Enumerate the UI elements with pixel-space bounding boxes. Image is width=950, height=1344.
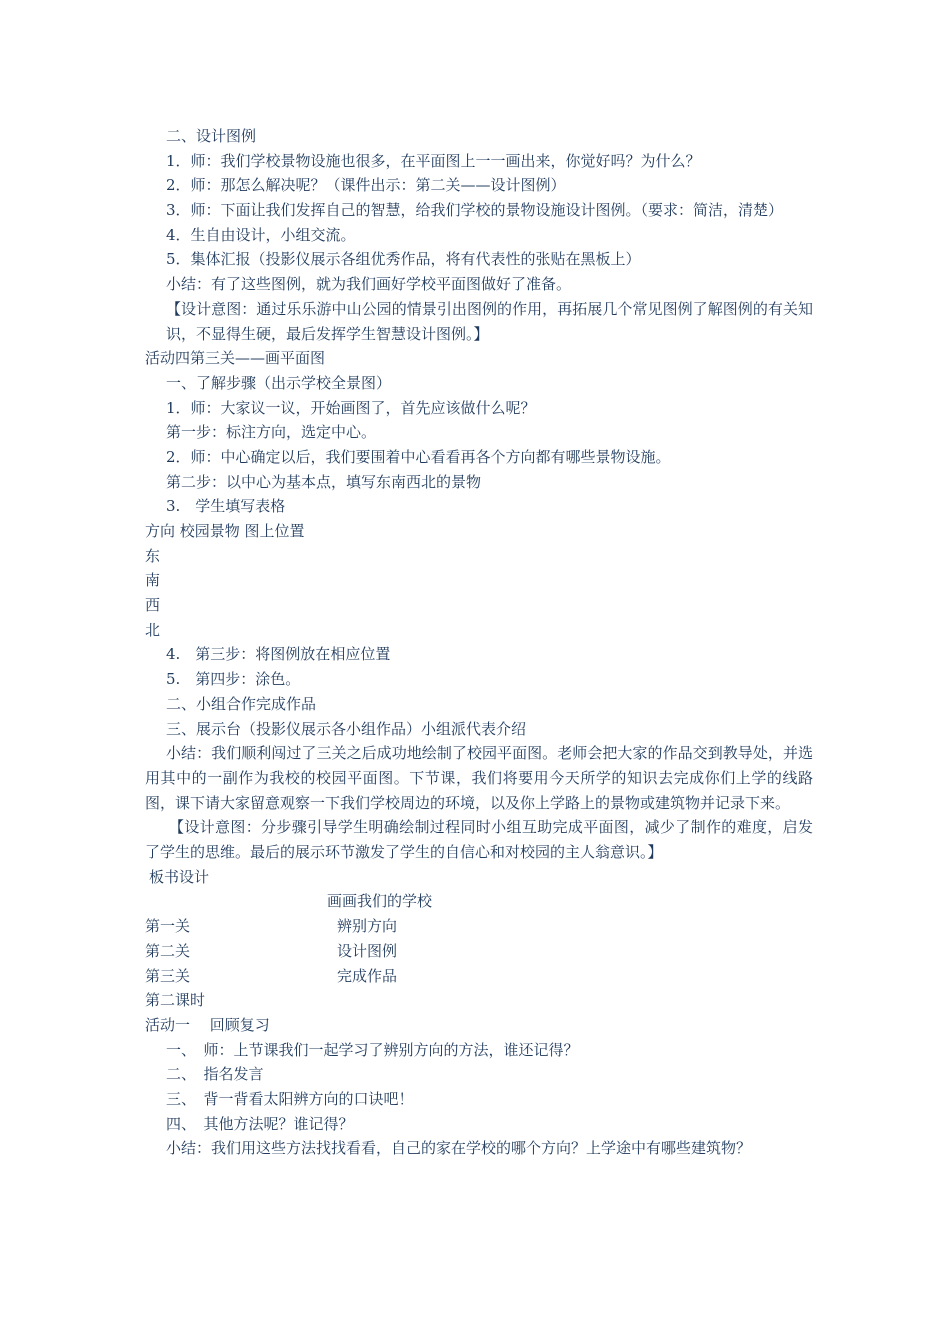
paragraph: 第二步：以中心为基本点，填写东南西北的景物 [166, 472, 482, 491]
section-heading-design-legend: 二、设计图例 [166, 127, 257, 145]
board-row-left: 第一关 [145, 917, 191, 936]
table-row: 北 [145, 620, 161, 639]
design-intent-text: 【设计意图：分步骤引导学生明确绘制过程同时小组互助完成平面图，减少了制作的难度，启发了学生的思维。最后的展示环节激发了学生的自信心和对校园的主人翁意识。】 [145, 818, 813, 862]
table-header: 方向 校园景物 图上位置 [145, 522, 305, 541]
list-item: 一、 师：上节课我们一起学习了辨别方向的方法，谁还记得？ [166, 1040, 579, 1059]
paragraph: 第一步：标注方向，选定中心。 [166, 423, 377, 442]
design-intent-text: 【设计意图：通过乐乐游中山公园的情景引出图例的作用，再拓展几个常见图例了解图例的有关知识，不显得生硬，最后发挥学生智慧设计图例。】 [166, 299, 813, 343]
board-row [145, 964, 813, 989]
paragraph: 1．师：大家议一议，开始画图了，首先应该做什么呢？ [166, 398, 536, 417]
list-item: 四、 其他方法呢？谁记得？ [166, 1114, 354, 1133]
list-item: 二、 指名发言 [166, 1065, 264, 1084]
table-row: 东 [145, 546, 161, 565]
paragraph-text: 3．师：下面让我们发挥自己的智慧，给我们学校的景物设施设计图例。（要求：简洁，清楚） [166, 201, 784, 220]
paragraph: 2．师：那怎么解决呢？（课件出示：第二关——设计图例） [166, 176, 566, 195]
lesson-title: 第二课时 [145, 991, 206, 1010]
paragraph: 三、展示台（投影仪展示各小组作品）小组派代表介绍 [166, 719, 527, 738]
step-heading: 一、了解步骤（出示学校全景图） [166, 373, 392, 392]
paragraph [145, 198, 813, 223]
paragraph: 5. 第四步：涂色。 [166, 670, 301, 689]
table-row: 西 [145, 596, 161, 615]
summary: 小结：我们用这些方法找找看看，自己的家在学校的哪个方向？上学途中有哪些建筑物？ [166, 1139, 752, 1158]
board-row-right: 完成作品 [337, 966, 398, 985]
board-row-right: 设计图例 [337, 941, 398, 960]
paragraph: 3. 学生填写表格 [166, 497, 286, 516]
board-row-right: 辨别方向 [337, 917, 398, 936]
paragraph: 4．生自由设计，小组交流。 [166, 225, 356, 244]
activity-title: 活动四第三关——画平面图 [145, 349, 326, 368]
summary [145, 741, 813, 815]
design-intent [145, 815, 813, 864]
table-row: 南 [145, 571, 161, 590]
summary: 小结：有了这些图例，就为我们画好学校平面图做好了准备。 [166, 275, 572, 294]
board-row-left: 第二关 [145, 941, 191, 960]
list-item: 三、 背一背看太阳辨方向的口诀吧！ [166, 1089, 414, 1108]
paragraph: 1．师：我们学校景物设施也很多，在平面图上一一画出来，你觉好吗？为什么？ [166, 151, 701, 170]
paragraph: 5．集体汇报（投影仪展示各组优秀作品，将有代表性的张贴在黑板上） [166, 250, 641, 269]
activity-title: 活动一 回顾复习 [145, 1015, 270, 1034]
board-title: 画画我们的学校 [327, 892, 433, 911]
board-row [145, 939, 813, 964]
paragraph: 2．师：中心确定以后，我们要围着中心看看再各个方向都有哪些景物设施。 [166, 447, 671, 466]
paragraph: 二、小组合作完成作品 [166, 694, 317, 713]
board-row [145, 914, 813, 939]
summary-text: 小结：我们顺利闯过了三关之后成功地绘制了校园平面图。老师会把大家的作品交到教导处，并选用其中的一副作为我校的校园平面图。下节课，我们将要用今天所学的知识去完成你们上学的线路图，课下请大家留意观察一下我们学校周边的环境，以及你上学路上的景物或建筑物并记录下来。 [145, 744, 813, 812]
document-body [145, 124, 813, 1161]
paragraph: 4. 第三步：将图例放在相应位置 [166, 645, 391, 664]
design-intent [145, 297, 813, 346]
board-label: 板书设计 [149, 867, 210, 886]
board-row-left: 第三关 [145, 966, 191, 985]
